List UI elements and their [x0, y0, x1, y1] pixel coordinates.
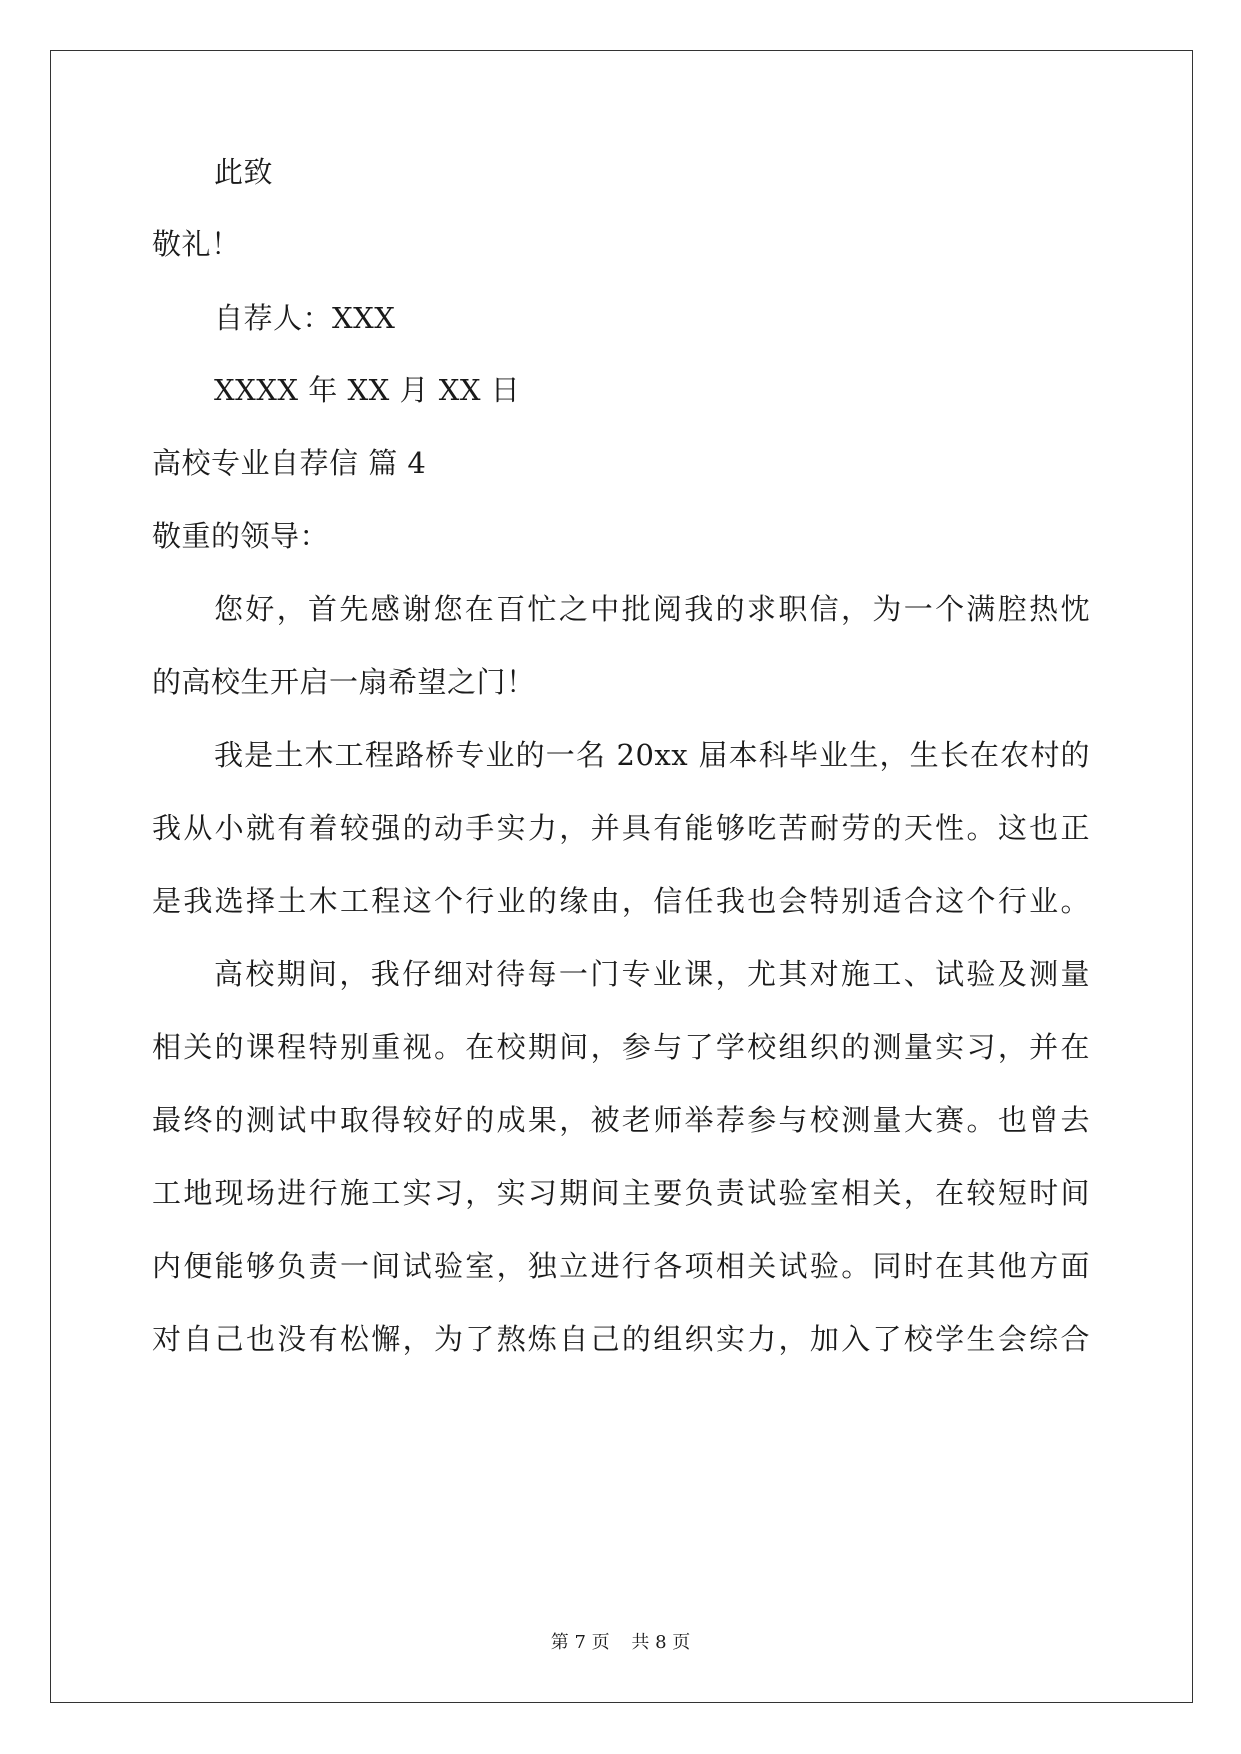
- signature-line: 自荐人：XXX: [214, 301, 396, 335]
- paragraph-line: 高校期间，我仔细对待每一门专业课，尤其对施工、试验及测量: [214, 957, 1090, 991]
- page-footer: [0, 1632, 1241, 1654]
- paragraph-line: 是我选择土木工程这个行业的缘由，信任我也会特别适合这个行业。: [152, 884, 1090, 918]
- paragraph-line: 内便能够负责一间试验室，独立进行各项相关试验。同时在其他方面: [152, 1249, 1090, 1283]
- paragraph-line: 的高校生开启一扇希望之门！: [152, 665, 536, 699]
- section-title: 高校专业自荐信 篇 4: [152, 446, 427, 480]
- date-line: XXXX 年 XX 月 XX 日: [214, 373, 521, 407]
- paragraph-line: 对自己也没有松懈，为了熬炼自己的组织实力，加入了校学生会综合: [152, 1322, 1090, 1356]
- paragraph-line: 您好，首先感谢您在百忙之中批阅我的求职信，为一个满腔热忱: [214, 592, 1090, 626]
- total-page-count: 共 8 页: [631, 1632, 691, 1653]
- greeting-line: 敬重的领导：: [152, 519, 330, 553]
- paragraph-line: 最终的测试中取得较好的成果，被老师举荐参与校测量大赛。也曾去: [152, 1103, 1090, 1137]
- current-page-number: 第 7 页: [550, 1632, 610, 1653]
- paragraph-line: 相关的课程特别重视。在校期间，参与了学校组织的测量实习，并在: [152, 1030, 1090, 1064]
- paragraph-line: 工地现场进行施工实习，实习期间主要负责试验室相关，在较短时间: [152, 1176, 1090, 1210]
- paragraph-line: 我是土木工程路桥专业的一名 20xx 届本科毕业生，生长在农村的: [214, 738, 1090, 772]
- paragraph-line: 我从小就有着较强的动手实力，并具有能够吃苦耐劳的天性。这也正: [152, 811, 1090, 845]
- closing-salutation: 此致: [214, 155, 274, 189]
- page-border: [50, 50, 1193, 1703]
- closing-regards: 敬礼！: [152, 227, 241, 261]
